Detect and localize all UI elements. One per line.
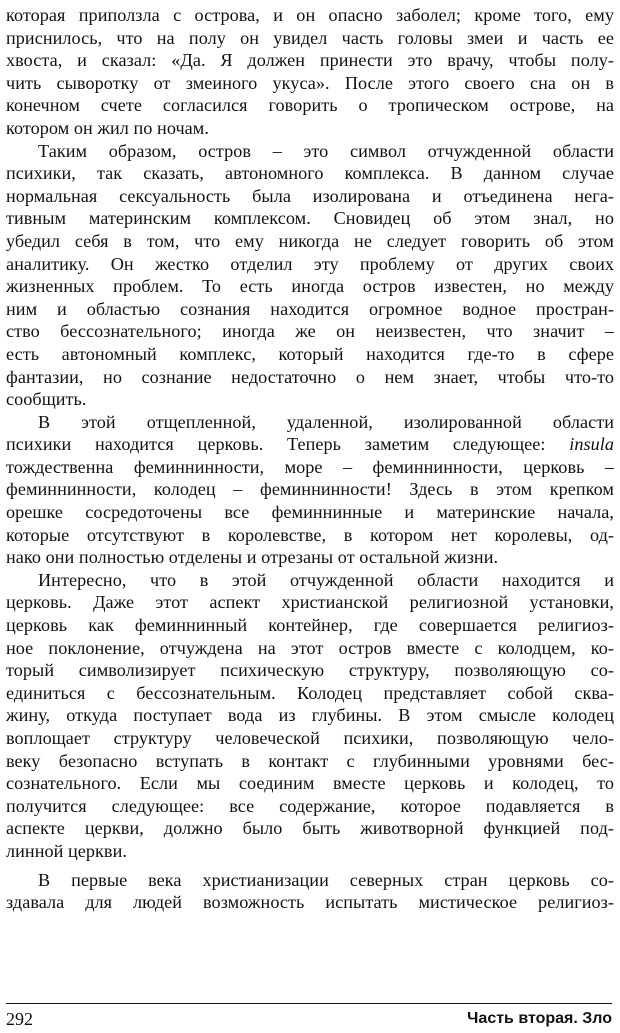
- text-line: аспекте церкви, должно было быть животворной функцией под-: [6, 818, 614, 839]
- text-line: ство бессознательного; иногда же он неизвестен, что значит –: [6, 321, 614, 342]
- running-head: Часть вторая. Зло: [467, 1010, 612, 1027]
- text-line: нако они полностью отделены и отрезаны от остальной жизни.: [6, 547, 499, 568]
- text-line: приснилось, что на полу он увидел часть головы змеи и часть ее: [6, 27, 614, 48]
- paragraph: [6, 869, 614, 914]
- text-line: орешке сосредоточены все феминнинные и материнские начала,: [6, 502, 614, 523]
- text-line: получится следующее: все содержание, которое подавляется в: [6, 795, 614, 816]
- text-line: тождественна феминнинности, море – феминнинности, церковь –: [6, 456, 614, 477]
- text-line: аналитику. Он жестко отделил эту проблему от других своих: [6, 253, 614, 274]
- text-line: [6, 433, 614, 456]
- text-line: которые отсутствуют в королевстве, в котором нет королевы, од-: [6, 524, 614, 545]
- paragraph: [6, 140, 614, 411]
- text-line: здавала для людей возможность испытать мистическое религиоз-: [6, 892, 614, 913]
- italic-word: insula: [569, 434, 614, 455]
- text-line: веку безопасно вступать в контакт с глубинными уровнями бес-: [6, 750, 614, 771]
- paragraph: [6, 4, 614, 140]
- text-line: нормальная сексуальность была изолирована и отъединена нега-: [6, 185, 614, 206]
- page-number: 292: [6, 1009, 33, 1029]
- text-line: ное поклонение, отчуждена на этот остров вместе с колодцем, ко-: [6, 637, 614, 658]
- text-line: церковь. Даже этот аспект христианской религиозной установки,: [6, 592, 614, 613]
- text-line: психики, так сказать, автономного комплекса. В данном случае: [6, 163, 614, 184]
- text-line: есть автономный комплекс, который находится где-то в сфере: [6, 343, 614, 364]
- text-line: линной церкви.: [6, 840, 127, 861]
- text-line: конечном счете согласился говорить о тропическом острове, на: [6, 95, 614, 116]
- text-line: хвоста, и сказал: «Да. Я должен принести это врачу, чтобы полу-: [6, 50, 614, 71]
- body-text: [6, 4, 614, 914]
- text-line: убедил себя в том, что ему никогда не следует говорить об этом: [6, 230, 614, 251]
- text-line: Интересно, что в этой отчужденной области находится и: [38, 569, 614, 590]
- text-line: которая приползла с острова, и он опасно заболел; кроме того, ему: [6, 5, 614, 25]
- text-line: жину, откуда поступает вода из глубины. В этом смысле колодец: [6, 705, 614, 726]
- text-line: тивным материнским комплексом. Сновидец об этом знал, но: [6, 208, 614, 229]
- text-line: единиться с бессознательным. Колодец представляет собой сква-: [6, 682, 614, 703]
- text-line: В этой отщепленной, удаленной, изолированной области: [38, 411, 614, 432]
- footer-divider: [6, 1003, 612, 1004]
- text-run: психики находится церковь. Теперь заметим следующее:: [6, 434, 570, 455]
- text-line: сообщить.: [6, 389, 87, 410]
- text-line: церковь как феминнинный контейнер, где совершается религиоз-: [6, 615, 614, 636]
- paragraph: [6, 411, 614, 569]
- text-line: сознательного. Если мы соединим вместе церковь и колодец, то: [6, 773, 614, 794]
- text-line: Таким образом, остров – это символ отчужденной области: [38, 140, 614, 161]
- text-line: феминнинности, колодец – феминнинности! Здесь в этом крепком: [6, 479, 614, 500]
- paragraph: [6, 569, 614, 863]
- text-line: фантазии, но сознание недостаточно о нем знает, чтобы что-то: [6, 366, 614, 387]
- text-line: ним и областью сознания находится огромное водное простран-: [6, 298, 614, 319]
- text-line: чить сыворотку от змеиного укуса». После этого своего сна он в: [6, 72, 614, 93]
- text-line: котором он жил по ночам.: [6, 117, 209, 138]
- text-line: жизненных проблем. То есть иногда остров известен, но между: [6, 276, 614, 297]
- text-line: воплощает структуру человеческой психики, позволяющую чело-: [6, 728, 614, 748]
- text-line: торый символизирует психическую структуру, позволяющую со-: [6, 660, 614, 681]
- text-line: В первые века христианизации северных стран церковь со-: [38, 869, 614, 890]
